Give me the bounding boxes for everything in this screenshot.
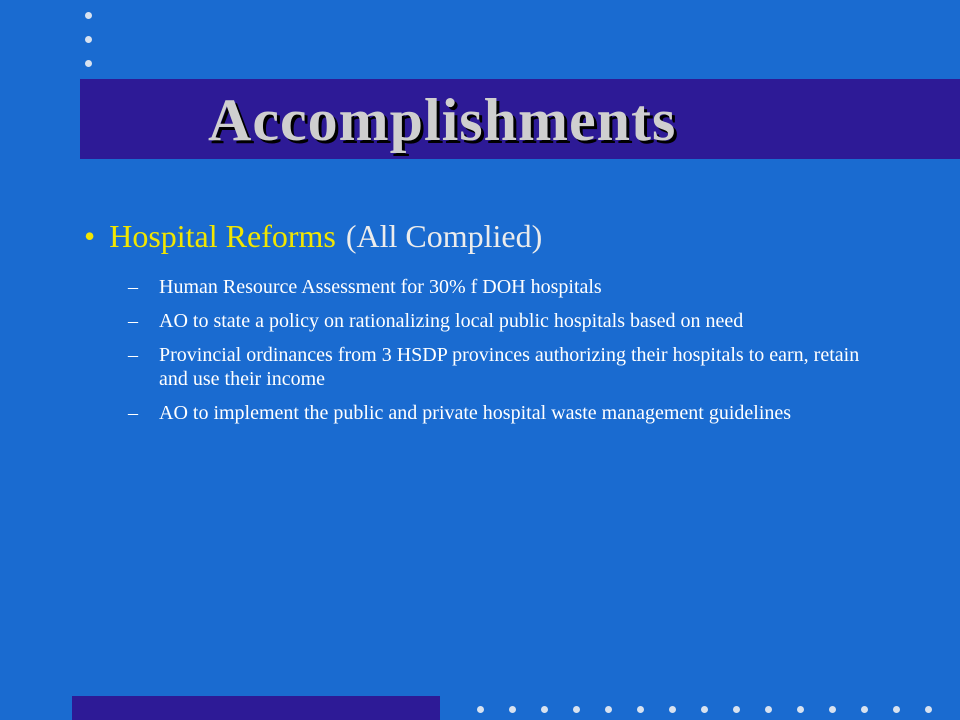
decor-dot [925, 706, 932, 713]
decor-dot [893, 706, 900, 713]
decor-dot [85, 12, 92, 19]
list-item [128, 309, 868, 333]
list-item [128, 401, 868, 425]
sub-point-text: AO to state a policy on rationalizing local public hospitals based on need [159, 310, 744, 332]
bottom-bar [72, 696, 440, 720]
decor-dot [669, 706, 676, 713]
dash-icon: – [128, 344, 138, 366]
bullet-icon: • [84, 218, 96, 254]
decor-dot [541, 706, 548, 713]
main-bullet [84, 218, 542, 255]
decor-dot [605, 706, 612, 713]
decor-dot [477, 706, 484, 713]
decor-dot [85, 60, 92, 67]
sub-point-text: Human Resource Assessment for 30% f DOH hospitals [159, 276, 602, 298]
decor-dot [797, 706, 804, 713]
list-item [128, 275, 868, 299]
decor-dot [85, 36, 92, 43]
list-item [128, 343, 868, 391]
main-point: Hospital Reforms [109, 218, 336, 254]
dash-icon: – [128, 276, 138, 298]
decor-dot [765, 706, 772, 713]
sub-points-list [128, 275, 868, 435]
dash-icon: – [128, 402, 138, 424]
sub-point-text: Provincial ordinances from 3 HSDP provinces authorizing their hospitals to earn, retain and use their income [159, 344, 860, 390]
decor-dot [829, 706, 836, 713]
sub-point-text: AO to implement the public and private hospital waste management guidelines [159, 402, 792, 424]
main-point-note: (All Complied) [345, 218, 543, 254]
decor-dot [701, 706, 708, 713]
slide-title: Accomplishments [208, 87, 677, 153]
decor-dot [733, 706, 740, 713]
decor-dot [573, 706, 580, 713]
decor-dot [509, 706, 516, 713]
decor-dot [637, 706, 644, 713]
decor-dot [861, 706, 868, 713]
dash-icon: – [128, 310, 138, 332]
